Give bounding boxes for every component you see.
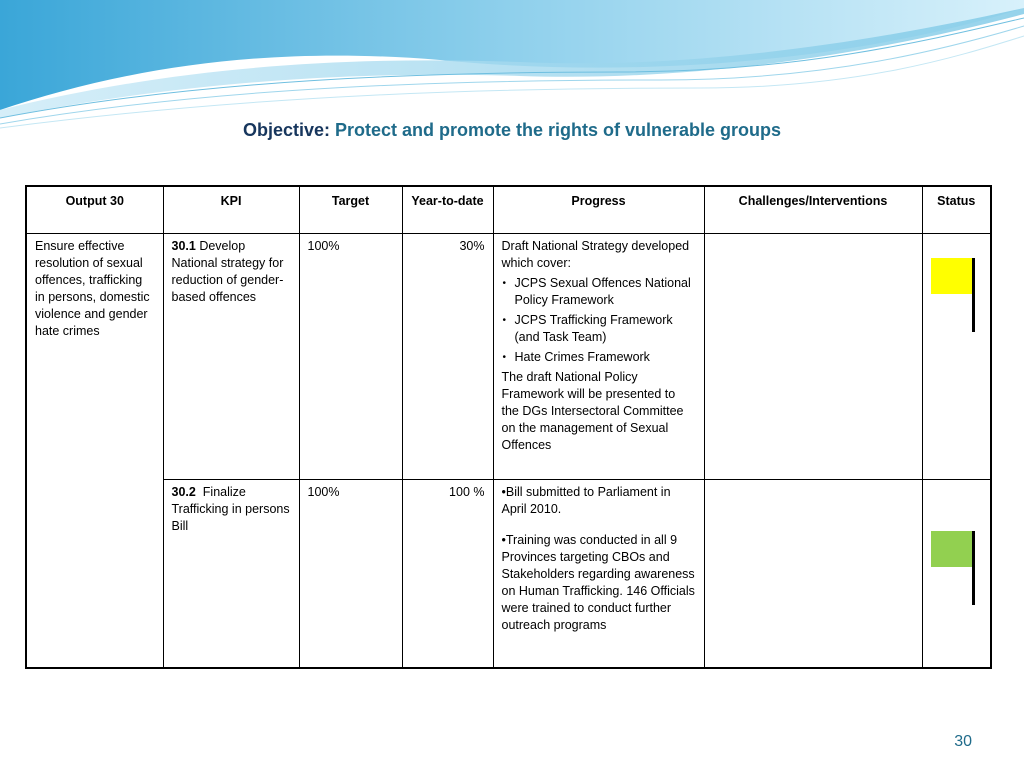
target-cell: 100% [299,480,402,668]
header-output: Output 30 [26,186,163,234]
title-lead: Objective: [242,120,330,140]
page-number: 30 [954,733,972,750]
kpi-number: 30.2 [171,485,196,499]
kpi-cell [163,234,299,480]
flag-pole [972,258,975,332]
status-cell [922,480,991,668]
kpi-table [25,185,992,669]
progress-outro: The draft National Policy Framework will be presented to the DGs Intersectoral Committee on the management of Sexual Offences [501,370,684,452]
output-cell: Ensure effective resolution of sexual offences, trafficking in persons, domestic violence and gender hate crimes [26,234,163,668]
kpi-text: Develop National strategy for reduction of gender-based offences [171,239,284,304]
progress-list [502,275,696,366]
header-target: Target [299,186,402,234]
list-item: • JCPS Trafficking Framework (and Task Team) [502,312,696,346]
header-challenges: Challenges/Interventions [704,186,922,234]
table-row [26,480,991,668]
header-kpi: KPI [163,186,299,234]
progress-intro: Draft National Strategy developed which cover: [501,239,690,270]
target-cell: 100% [299,234,402,480]
kpi-cell [163,480,299,668]
kpi-text: Finalize Trafficking in persons Bill [171,485,290,533]
list-item: • JCPS Sexual Offences National Policy Framework [502,275,696,309]
ytd-cell: 30% [402,234,493,480]
table-row [26,234,991,480]
flag-pole [972,531,975,605]
header-year-to-date: Year-to-date [402,186,493,234]
flag-cloth [931,531,975,567]
header-wave-decoration [0,0,1024,130]
challenges-cell [704,480,922,668]
header-status: Status [922,186,991,234]
progress-paragraph: •Training was conducted in all 9 Provinces targeting CBOs and Stakeholders regarding awareness on Human Trafficking. 146 Officials were trained to conduct further outreach programs [501,533,695,632]
progress-cell [493,234,704,480]
title-text: Protect and promote the rights of vulnerable groups [335,120,782,140]
header-progress: Progress [493,186,704,234]
list-item: • Hate Crimes Framework [502,349,696,366]
ytd-cell: 100 % [402,480,493,668]
table-header-row [26,186,991,234]
progress-paragraph: •Bill submitted to Parliament in April 2010. [501,485,671,516]
flag-cloth [931,258,975,294]
kpi-number: 30.1 [171,239,196,253]
status-cell [922,234,991,480]
challenges-cell [704,234,922,480]
progress-cell [493,480,704,668]
slide-title [0,120,1024,141]
